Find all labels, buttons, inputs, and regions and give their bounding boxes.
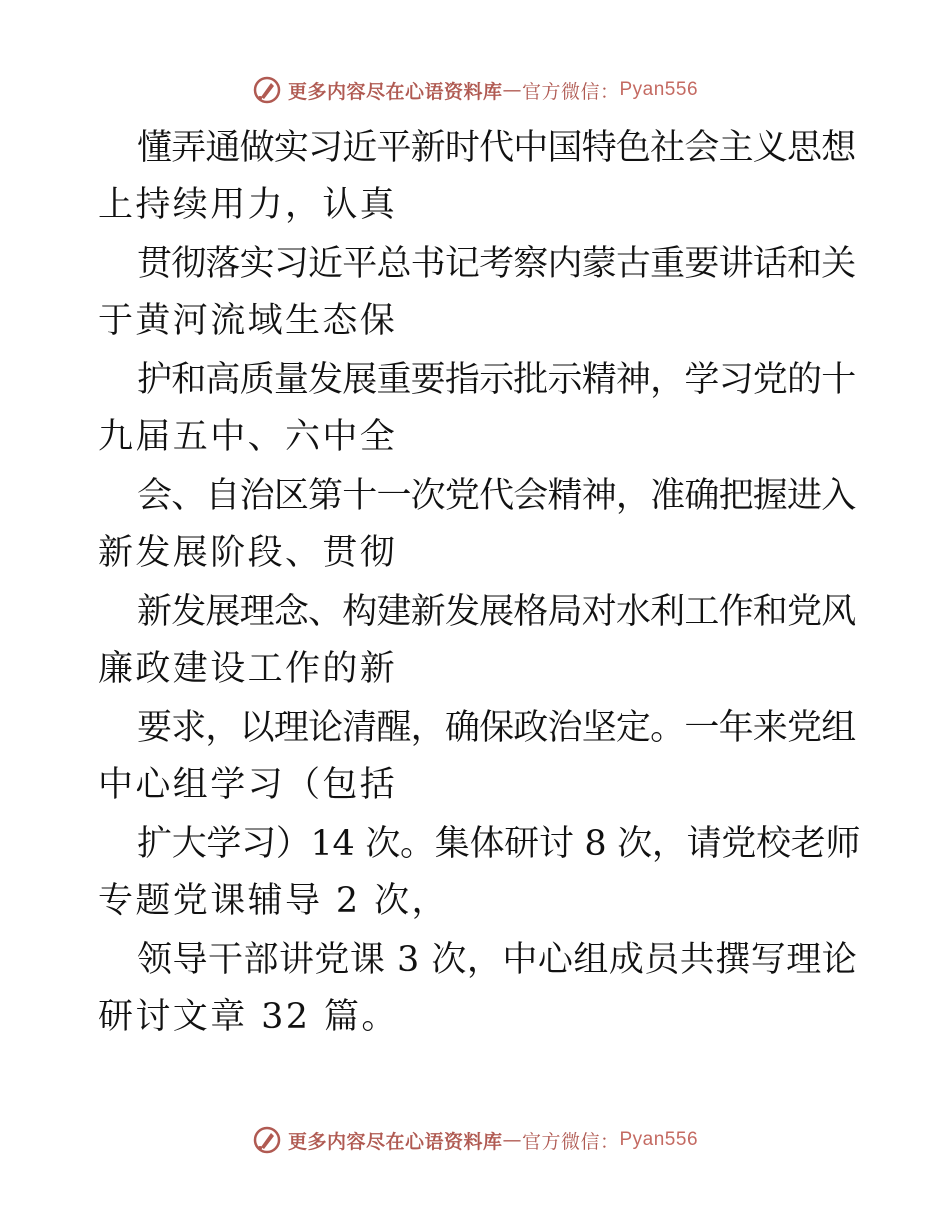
body-line-7: 会、自治区第十一次党代会精神，准确把握进入	[137, 476, 856, 516]
body-line-15: 领导干部讲党课 3 次，中心组成员共撰写理论	[137, 940, 858, 980]
watermark-official-label: 官方微信：	[521, 1130, 620, 1153]
body-line-9: 新发展理念、构建新发展格局对水利工作和党风	[137, 592, 856, 632]
body-line-5: 护和高质量发展重要指示批示精神，学习党的十	[137, 360, 856, 400]
footer-watermark	[0, 1120, 950, 1160]
body-line-2: 上持续用力，认真	[98, 185, 398, 225]
watermark-dash: —	[502, 1129, 522, 1151]
watermark-wechat-id: Pyan556	[619, 1129, 699, 1150]
body-line-6: 九届五中、六中全	[98, 417, 398, 457]
body-line-14: 专题党课辅导 2 次，	[98, 881, 449, 921]
body-line-13: 扩大学习）14 次。集体研讨 8 次，请党校老师	[137, 824, 861, 864]
body-line-8: 新发展阶段、贯彻	[98, 533, 398, 573]
body-line-4: 于黄河流域生态保	[98, 301, 398, 341]
body-line-11: 要求，以理论清醒，确保政治坚定。一年来党组	[137, 708, 856, 748]
body-line-3: 贯彻落实习近平总书记考察内蒙古重要讲话和关	[137, 244, 856, 284]
body-line-12: 中心组学习（包括	[98, 765, 398, 805]
body-line-1: 懂弄通做实习近平新时代中国特色社会主义思想	[137, 128, 856, 168]
watermark-official-label: 官方微信：	[521, 80, 620, 103]
watermark-text: 更多内容尽在心语资料库	[287, 80, 503, 103]
body-line-10: 廉政建设工作的新	[98, 649, 398, 689]
watermark-wechat-id: Pyan556	[619, 79, 699, 100]
watermark-dash: —	[502, 79, 522, 101]
pen-nib-circle-icon	[252, 1125, 282, 1155]
header-watermark	[0, 70, 950, 110]
watermark-text: 更多内容尽在心语资料库	[287, 1130, 503, 1153]
pen-nib-circle-icon	[252, 75, 282, 105]
body-line-16: 研讨文章 32 篇。	[98, 997, 399, 1037]
